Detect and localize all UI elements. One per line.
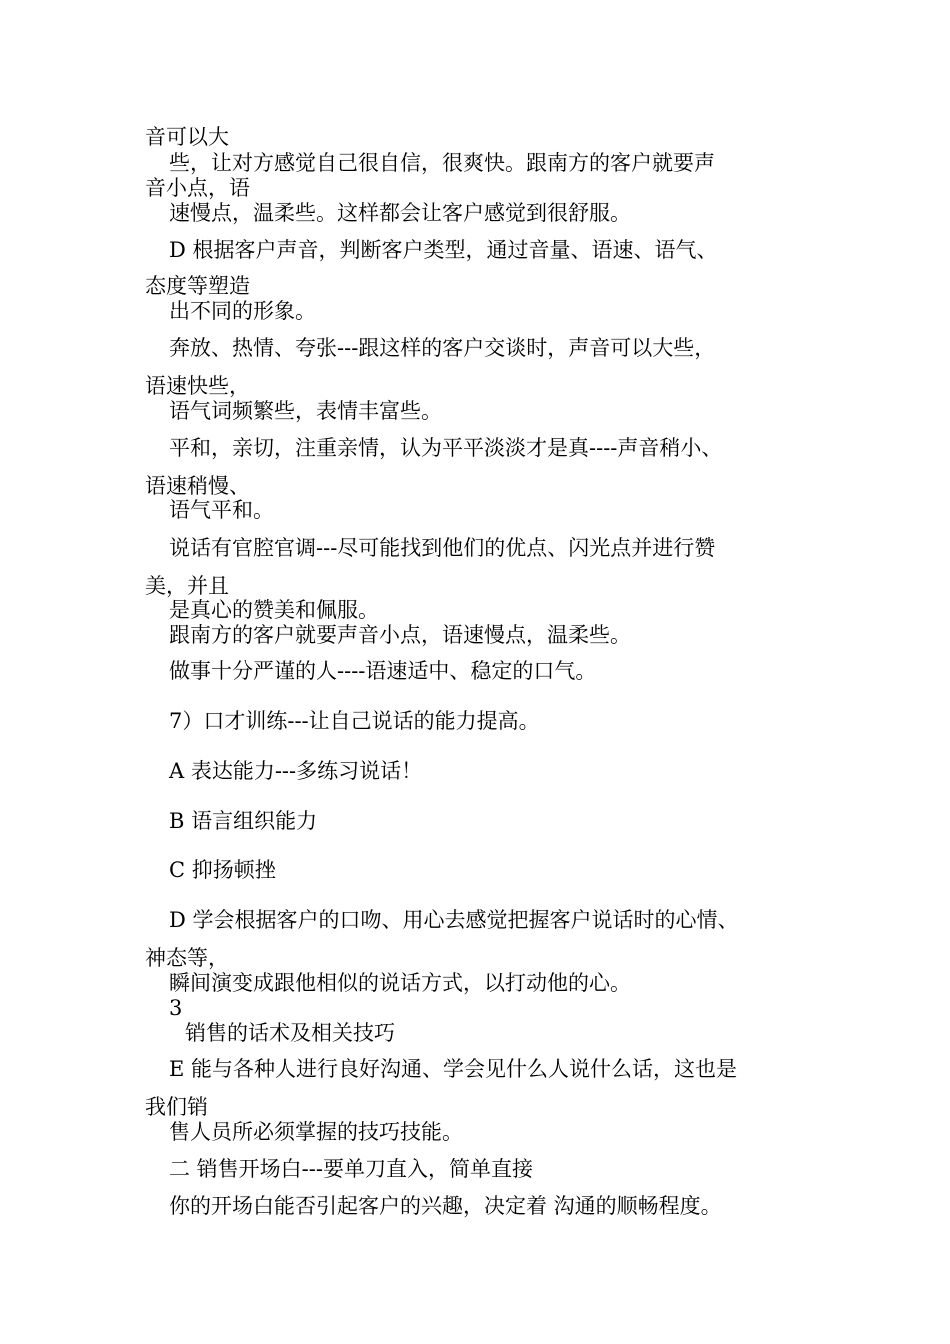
- text-line: 速慢点，温柔些。这样都会让客户感觉到很舒服。: [169, 201, 631, 225]
- text-line: 神态等，: [145, 946, 229, 970]
- text-line: 语气平和。: [169, 498, 274, 522]
- section-heading: 销售的话术及相关技巧: [185, 1021, 395, 1045]
- text-line: 语气词频繁些，表情丰富些。: [169, 399, 442, 423]
- text-line: 是真心的赞美和佩服。: [169, 598, 379, 622]
- text-line: E 能与各种人进行良好沟通、学会见什么人说什么话，这也是: [169, 1057, 738, 1081]
- page-number: 3: [169, 996, 183, 1020]
- text-line: 态度等塑造: [145, 274, 250, 298]
- text-line: 音小点，语: [145, 176, 250, 200]
- text-line: 美，并且: [145, 574, 229, 598]
- text-line: D 根据客户声音，判断客户类型，通过音量、语速、语气、: [169, 238, 718, 262]
- text-line: 跟南方的客户就要声音小点，语速慢点，温柔些。: [169, 623, 631, 647]
- text-line: 7）口才训练---让自己说话的能力提高。: [169, 709, 540, 733]
- text-line: B 语言组织能力: [169, 809, 318, 833]
- section-heading: 二 销售开场白---要单刀直入，简单直接: [169, 1157, 533, 1181]
- text-line: 奔放、热情、夸张---跟这样的客户交谈时，声音可以大些，: [169, 336, 716, 360]
- text-line: 音可以大: [145, 125, 229, 149]
- text-line: 售人员所必须掌握的技巧技能。: [169, 1120, 463, 1144]
- text-line: 些，让对方感觉自己很自信，很爽快。跟南方的客户就要声: [169, 151, 715, 175]
- text-line: 我们销: [145, 1095, 208, 1119]
- text-line: 瞬间演变成跟他相似的说话方式，以打动他的心。: [169, 971, 631, 995]
- text-line: 语速稍慢、: [145, 474, 250, 498]
- text-line: 出不同的形象。: [169, 299, 316, 323]
- text-line: A 表达能力---多练习说话！: [169, 759, 423, 783]
- text-line: 你的开场白能否引起客户的兴趣，决定着 沟通的顺畅程度。: [169, 1194, 722, 1218]
- text-line: 做事十分严谨的人----语速适中、稳定的口气。: [169, 659, 597, 683]
- text-line: 平和，亲切，注重亲情，认为平平淡淡才是真----声音稍小、: [169, 436, 723, 460]
- text-line: C 抑扬顿挫: [169, 858, 276, 882]
- text-line: 语速快些，: [145, 374, 250, 398]
- text-line: D 学会根据客户的口吻、用心去感觉把握客户说话时的心情、: [169, 908, 739, 932]
- text-line: 说话有官腔官调---尽可能找到他们的优点、闪光点并进行赞: [169, 536, 716, 560]
